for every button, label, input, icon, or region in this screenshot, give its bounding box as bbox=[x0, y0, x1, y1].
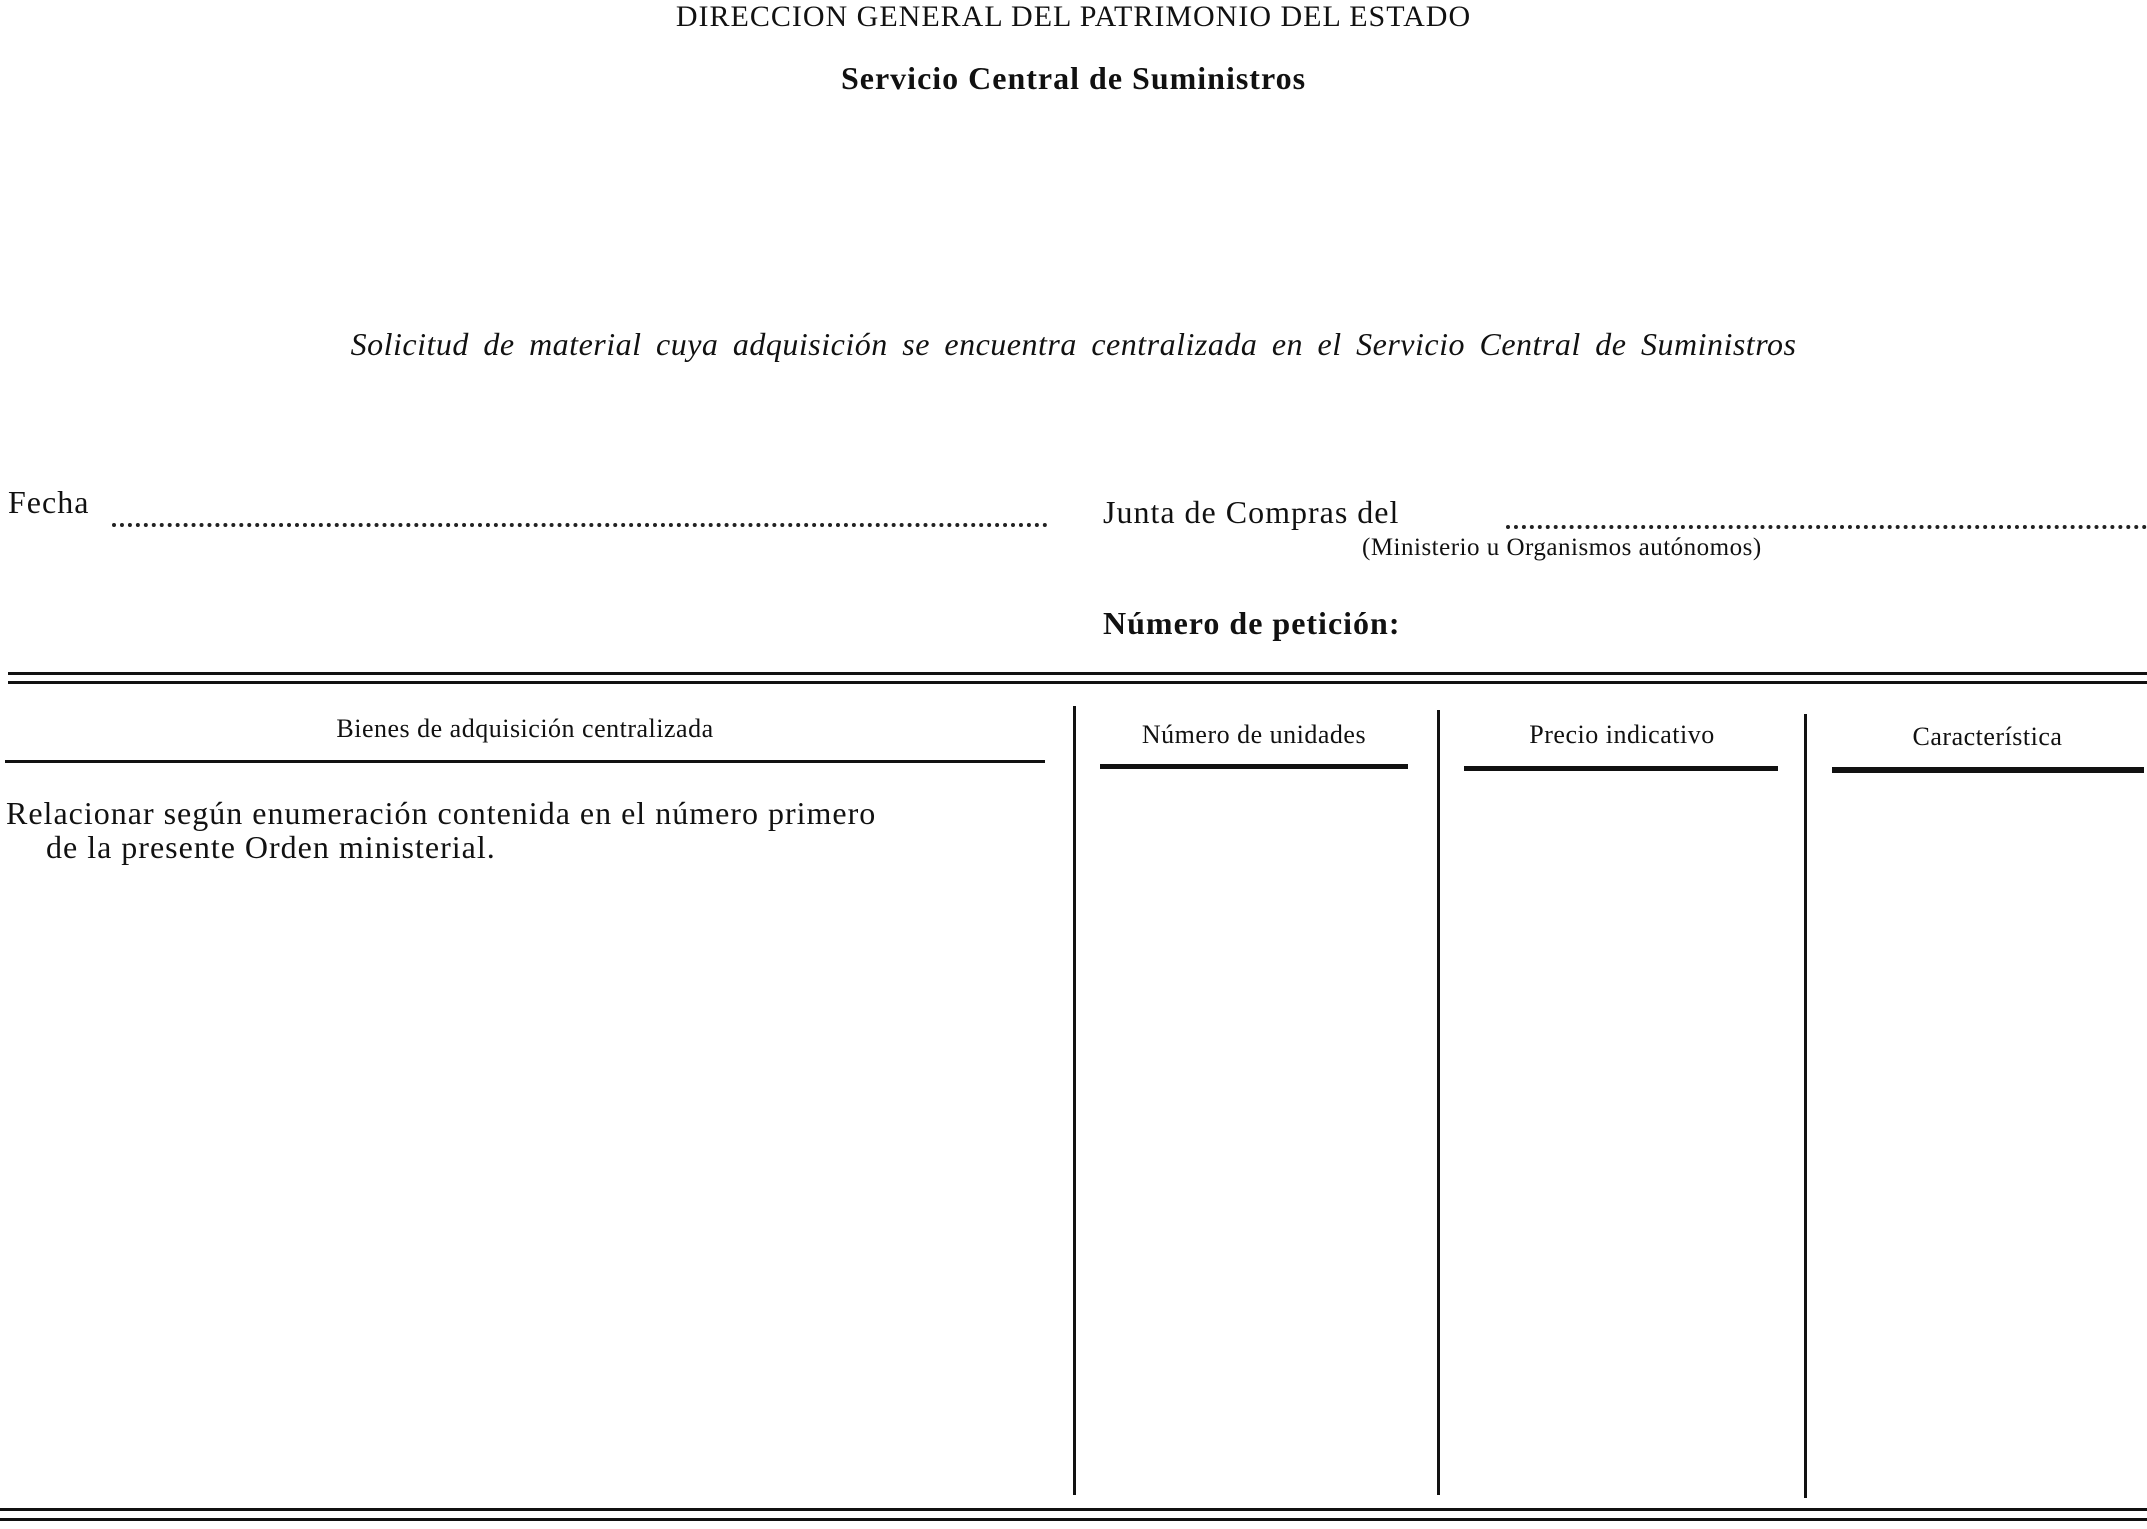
column-header-underline bbox=[1100, 764, 1408, 769]
table-bottom-rule bbox=[0, 1508, 2147, 1511]
bienes-instruction bbox=[6, 796, 876, 864]
peticion-label: Número de petición: bbox=[1103, 605, 1401, 641]
column-header-caracteristica: Característica bbox=[1912, 722, 2063, 751]
fecha-field[interactable] bbox=[112, 523, 1048, 527]
junta-sublabel: (Ministerio u Organismos autónomos) bbox=[1362, 534, 1762, 561]
table-top-rule-2 bbox=[8, 681, 2147, 684]
column-header-precio: Precio indicativo bbox=[1529, 720, 1715, 749]
junta-label: Junta de Compras del bbox=[1103, 494, 1400, 530]
table-bottom-rule-2 bbox=[0, 1518, 2147, 1521]
column-divider bbox=[1804, 714, 1807, 1498]
column-header-underline bbox=[1464, 766, 1778, 771]
column-header-underline bbox=[5, 760, 1045, 763]
instruction-line: Relacionar según enumeración contenida en el número primero bbox=[6, 795, 877, 831]
column-divider bbox=[1073, 706, 1076, 1495]
table-top-rule bbox=[8, 672, 2147, 675]
column-header-bienes: Bienes de adquisición centralizada bbox=[336, 714, 714, 743]
service-heading: Servicio Central de Suministros bbox=[840, 60, 1307, 96]
form-title: Solicitud de material cuya adquisición se encuentra centralizada en el Servicio Central de Suministros bbox=[350, 326, 1797, 362]
column-header-underline bbox=[1832, 767, 2144, 773]
instruction-line: de la presente Orden ministerial. bbox=[46, 829, 496, 865]
column-header-unidades: Número de unidades bbox=[1141, 720, 1367, 749]
organization-heading: DIRECCION GENERAL DEL PATRIMONIO DEL ESTADO bbox=[675, 0, 1472, 33]
junta-field[interactable] bbox=[1506, 525, 2147, 529]
fecha-label: Fecha bbox=[8, 484, 90, 520]
column-divider bbox=[1437, 710, 1440, 1495]
